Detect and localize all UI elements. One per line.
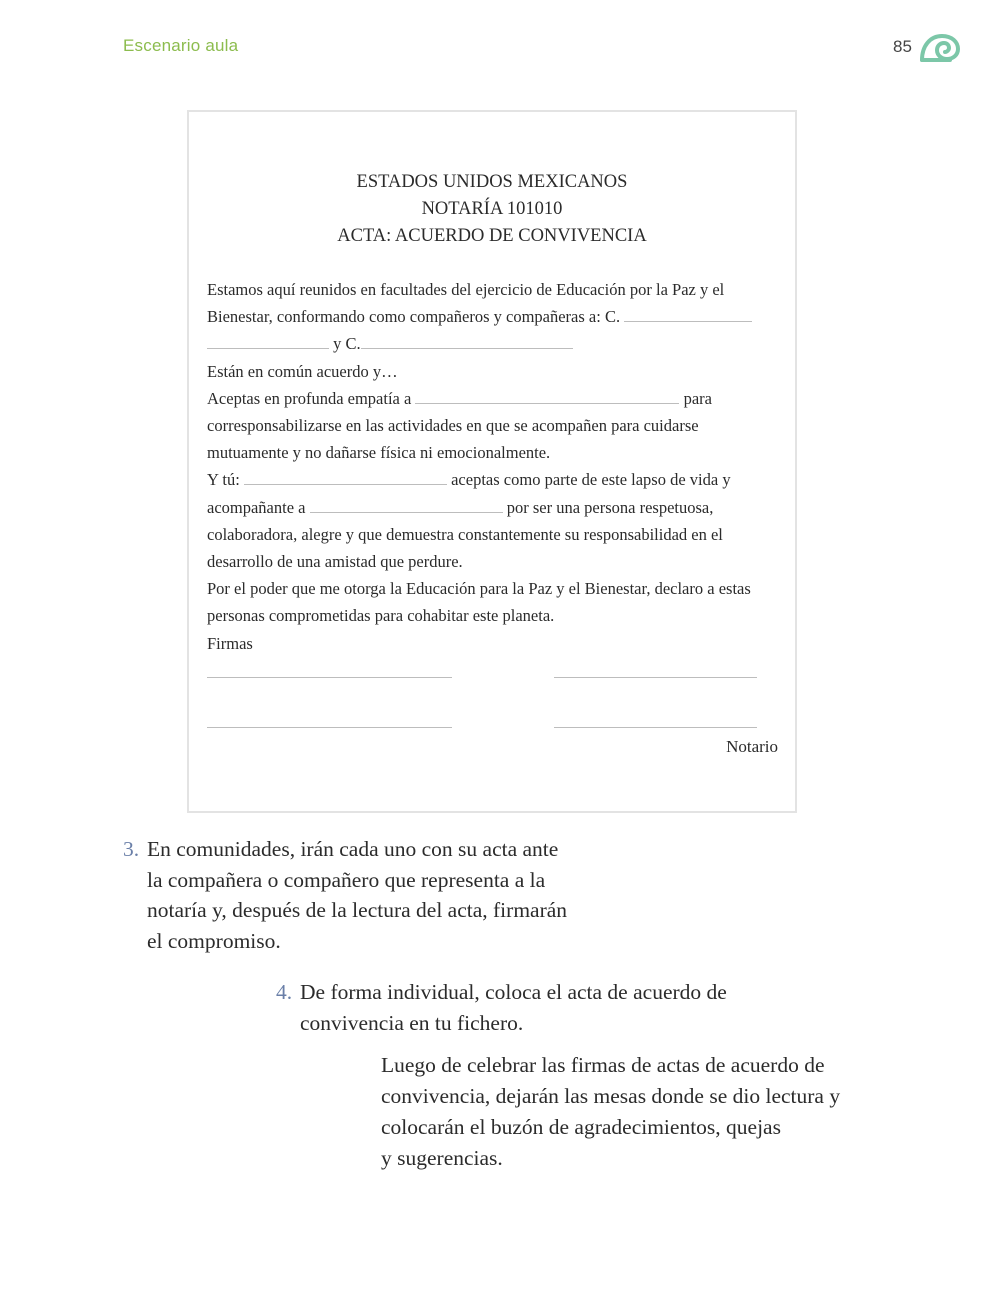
acta-text: acompañante a [207,497,306,517]
signature-line[interactable] [207,727,452,728]
acta-line: personas comprometidas para cohabitar este planeta. [207,606,555,626]
name-blank[interactable] [207,332,329,349]
signatures-label: Firmas [207,633,253,653]
step-line: la compañera o compañero que representa a la [147,867,546,892]
acta-line: Por el poder que me otorga la Educación para la Paz y el Bienestar, declaro a estas [207,579,751,599]
section-title: Escenario aula [123,36,239,55]
acta-text: Bienestar, conformando como compañeros y compañeras a: C. [207,307,621,327]
step-line: convivencia en tu fichero. [300,1010,524,1035]
acta-line [207,330,785,357]
name-blank[interactable] [361,332,573,349]
acta-text: Aceptas en profunda empatía a [207,388,412,408]
acta-line [207,466,785,493]
step-line: En comunidades, irán cada uno con su acta ante [147,837,559,861]
step-line: notaría y, después de la lectura del acta, firmarán [147,898,568,922]
acta-heading-title: ACTA: ACUERDO DE CONVIVENCIA [337,226,647,246]
acta-heading-country: ESTADOS UNIDOS MEXICANOS [356,172,628,192]
acta-text: Y tú: [207,470,240,490]
acta-text: y C. [333,334,361,354]
acta-line: Estamos aquí reunidos en facultades del ejercicio de Educación por la Paz y el [207,280,725,299]
acta-heading [189,169,795,250]
name-blank[interactable] [310,496,503,513]
acta-line: corresponsabilizarse en las actividades en que se acompañen para cuidarse [207,416,699,436]
signature-line[interactable] [207,677,452,678]
acta-body [207,276,785,657]
name-blank[interactable] [624,305,752,322]
step-number: 4. [276,980,293,1004]
name-blank[interactable] [244,468,447,485]
name-blank[interactable] [415,387,679,404]
step-line: De forma individual, coloca el acta de acuerdo de [300,980,727,1004]
step-number: 3. [123,837,140,861]
acta-line: Están en común acuerdo y… [207,361,398,381]
acta-text: aceptas como parte de este lapso de vida y [451,470,731,490]
acta-line: colaboradora, alegre y que demuestra constantemente su responsabilidad en el [207,524,723,544]
acta-text: para [683,388,712,408]
acta-document [187,110,797,813]
page-number: 85 [893,37,912,56]
notary-label: Notario [726,737,778,756]
closing-line: y sugerencias. [381,1146,503,1170]
closing-line: Luego de celebrar las firmas de actas de acuerdo de [381,1053,825,1077]
acta-heading-notary: NOTARÍA 101010 [421,199,563,219]
step-line: el compromiso. [147,928,281,953]
step-4 [276,977,727,1038]
acta-line [207,494,785,521]
signature-line[interactable] [554,677,757,678]
acta-line [207,303,785,330]
acta-line: desarrollo de una amistad que perdure. [207,552,463,572]
step-3 [123,834,568,956]
closing-line: convivencia, dejarán las mesas donde se dio lectura y [381,1084,841,1108]
acta-text: por ser una persona respetuosa, [506,497,714,517]
acta-line: mutuamente y no dañarse física ni emocionalmente. [207,443,551,463]
closing-line: colocarán el buzón de agradecimientos, quejas [381,1115,781,1139]
closing-paragraph [381,1050,840,1174]
spiral-icon [920,30,960,64]
acta-line [207,385,785,412]
signature-line[interactable] [554,727,757,728]
